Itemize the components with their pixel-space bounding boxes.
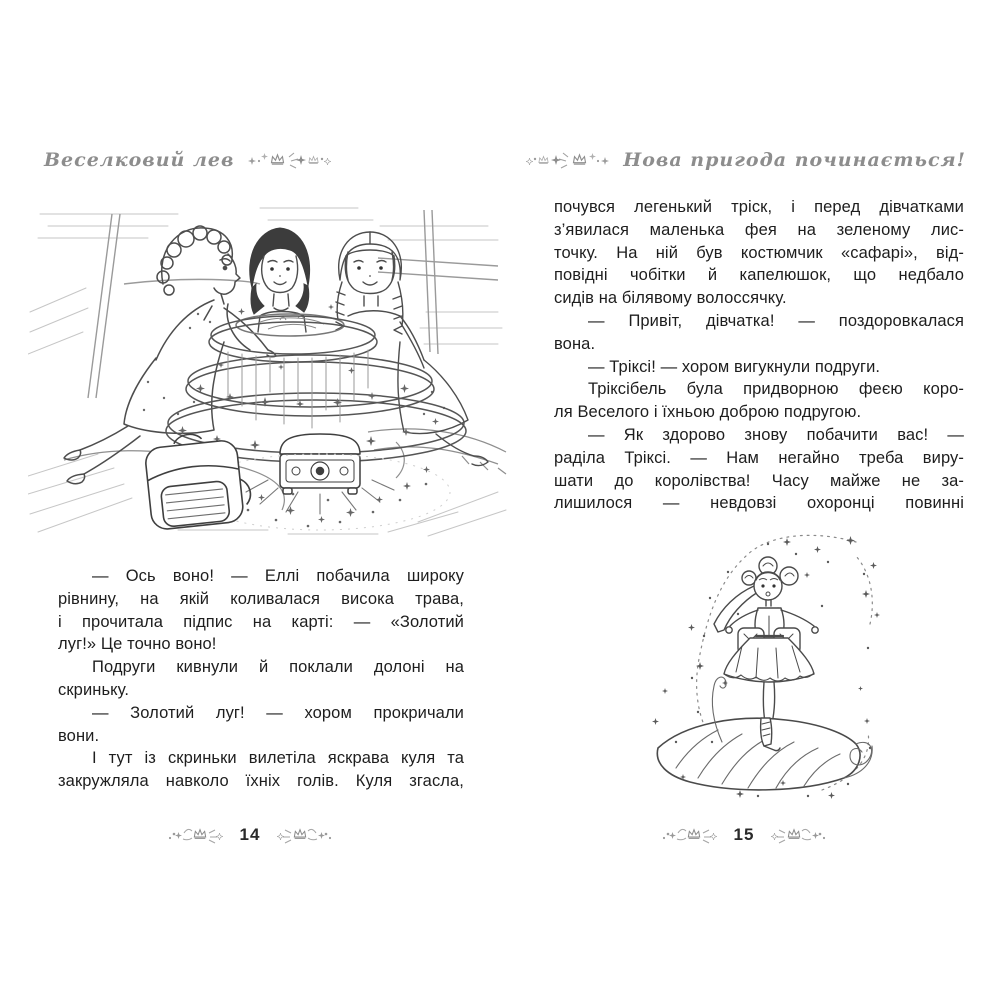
text-line: шати до королівства! Часу майже не за- (554, 471, 964, 490)
left-page-number: 14 (239, 825, 261, 844)
text-line: Тріксібель була придворною феєю коро- (588, 380, 964, 399)
sparkle-crown-ornament-icon (662, 825, 720, 845)
left-page-footer (40, 822, 460, 848)
text-line: почувся легенький тріск, і перед дівчатками (554, 198, 964, 216)
text-line: вони. (58, 726, 100, 745)
left-page-text (58, 565, 464, 793)
right-running-head (525, 149, 966, 171)
right-header-title: Нова пригода починається! (623, 149, 966, 171)
text-line: вона. (554, 334, 596, 353)
sparkle-crown-ornament-icon (246, 149, 332, 171)
text-line: рівнину, на якій коливалася висока трава, (58, 589, 464, 608)
text-line: скриньку. (58, 680, 130, 699)
sparkle-crown-ornament-icon (274, 825, 332, 845)
text-line: — Золотий луг! — хором прокричали (92, 703, 464, 722)
text-line: з’явилася маленька фея на зеленому лис- (554, 220, 964, 239)
illustration-fairy-on-leaf (618, 528, 918, 820)
text-line: — Привіт, дівчатка! — поздоровкалася (588, 311, 964, 330)
text-line: точку. На ній був костюмчик «сафарі», від- (554, 243, 964, 262)
left-running-head (44, 149, 332, 171)
text-line: луг!» Це точно воно! (58, 635, 217, 654)
left-header-title: Веселковий лев (44, 149, 235, 171)
text-line: повідні чобітки й капелюшок, що недбало (554, 266, 964, 285)
text-line: І тут із скриньки вилетіла яскрава куля та (92, 749, 464, 768)
text-line: ля Веселого і їхньою доброю подругою. (554, 403, 862, 422)
text-line: закружляла навколо їхніх голів. Куля згасла, (58, 772, 464, 791)
text-line: Подруги кивнули й поклали долоні на (92, 658, 464, 677)
right-page-footer (538, 822, 950, 848)
text-line: — Як здорово знову побачити вас! — (588, 425, 964, 444)
text-line: — Ось воно! — Еллі побачила широку (92, 567, 464, 585)
text-line: сидів на білявому волоссячку. (554, 289, 787, 308)
sparkle-crown-ornament-icon (168, 825, 226, 845)
right-page-text (554, 196, 964, 515)
text-line: лишилося — невдовзі охоронці повинні (554, 494, 964, 513)
text-line: раділа Тріксі. — Нам негайно треба виру- (554, 448, 964, 467)
text-line: і прочитала підпис на карті: — «Золотий (58, 612, 464, 631)
illustration-three-girls-magic-rings (28, 192, 510, 540)
text-line: — Тріксі! — хором вигукнули подруги. (588, 357, 881, 376)
sparkle-crown-ornament-icon (525, 149, 611, 171)
sparkle-crown-ornament-icon (768, 825, 826, 845)
right-page-number: 15 (733, 825, 755, 844)
